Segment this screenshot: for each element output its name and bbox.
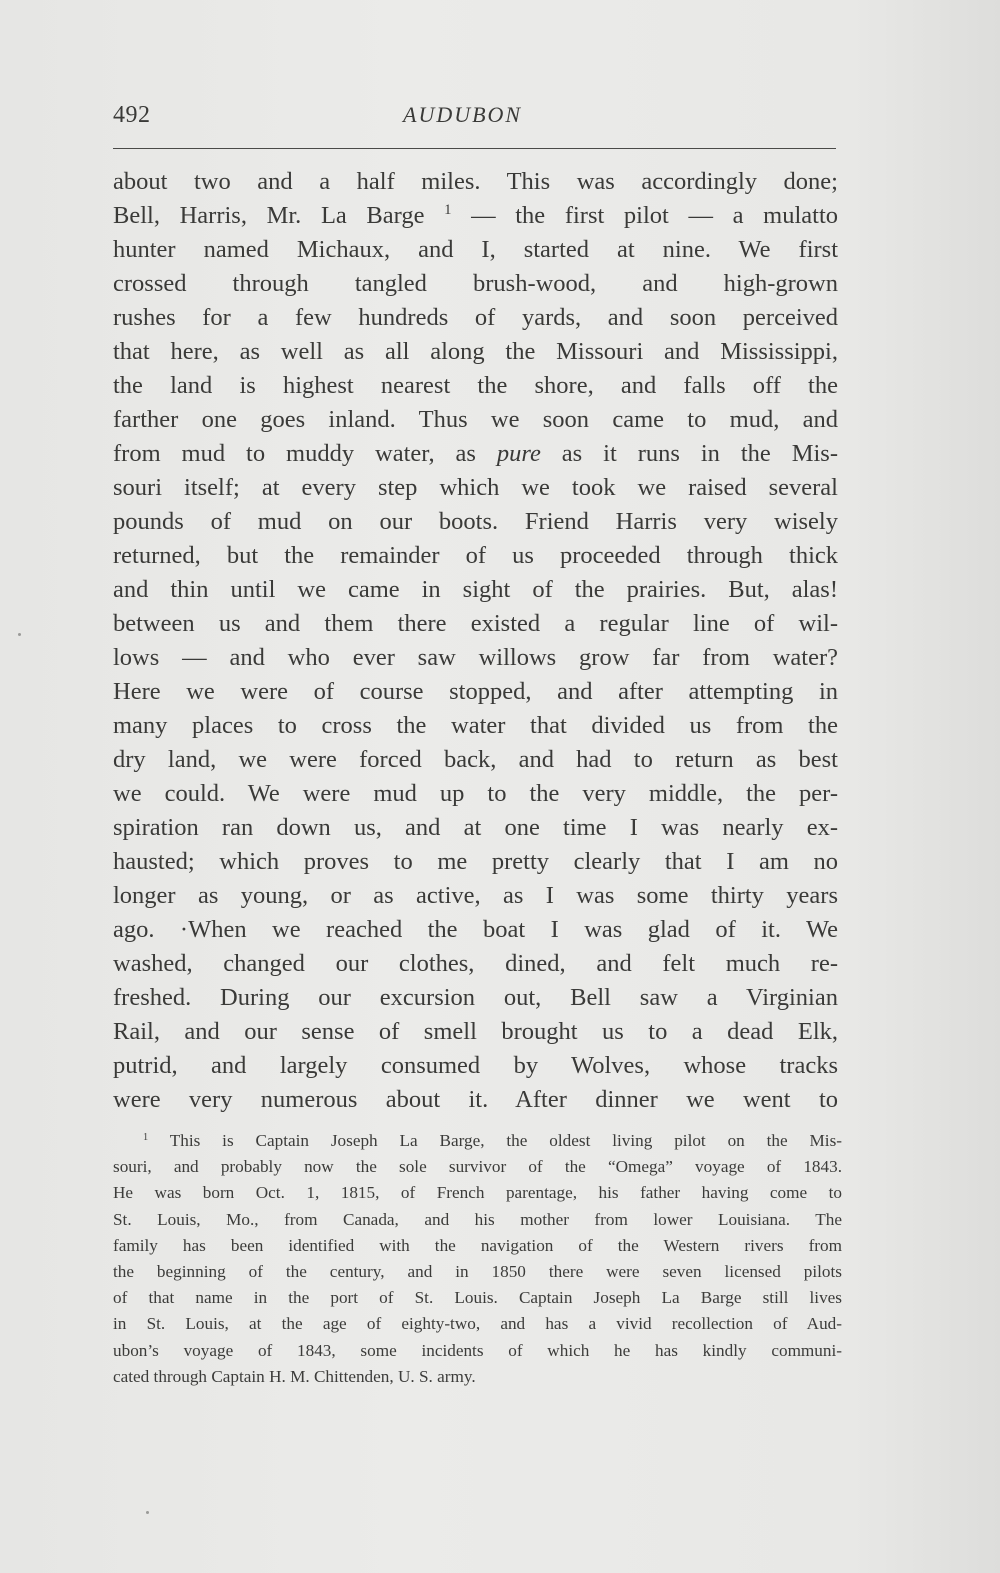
body-line: freshed. During our excursion out, Bell saw a Virginian: [113, 984, 838, 1011]
body-line: Here we were of course stopped, and after attempting in: [113, 678, 838, 705]
body-line: we could. We were mud up to the very middle, the per-: [113, 780, 838, 807]
line-text: from mud to muddy water, as: [113, 440, 497, 467]
body-line: the land is highest nearest the shore, and falls off the: [113, 372, 838, 399]
body-line: pounds of mud on our boots. Friend Harris very wisely: [113, 508, 838, 535]
footnote-text: This is Captain Joseph La Barge, the oldest living pilot on the Mis-: [169, 1131, 842, 1150]
body-line: were very numerous about it. After dinner we went to: [113, 1086, 838, 1113]
footnote-reference: 1: [444, 202, 452, 219]
body-line: rushes for a few hundreds of yards, and soon perceived: [113, 304, 838, 331]
header-rule: [113, 148, 836, 149]
body-line: lows — and who ever saw willows grow far from water?: [113, 644, 838, 671]
body-line: farther one goes inland. Thus we soon came to mud, and: [113, 406, 838, 433]
footnote-line: family has been identified with the navigation of the Western rivers from: [113, 1235, 842, 1255]
footnote-line: He was born Oct. 1, 1815, of French parentage, his father having come to: [113, 1183, 842, 1203]
body-line: between us and them there existed a regular line of wil-: [113, 610, 838, 637]
body-line: [113, 199, 838, 233]
footnote-line: the beginning of the century, and in 1850 there were seven licensed pilots: [113, 1261, 842, 1281]
page-header: [113, 100, 836, 136]
italic-word: pure: [496, 440, 541, 467]
body-line: ago. ·When we reached the boat I was glad of it. We: [113, 916, 838, 943]
body-line: longer as young, or as active, as I was some thirty years: [113, 882, 838, 909]
body-line: washed, changed our clothes, dined, and felt much re-: [113, 950, 838, 977]
body-line: crossed through tangled brush-wood, and high-grown: [113, 270, 838, 297]
body-text: [113, 165, 838, 1117]
footnote-line: of that name in the port of St. Louis. Captain Joseph La Barge still lives: [113, 1288, 842, 1308]
body-line: putrid, and largely consumed by Wolves, whose tracks: [113, 1052, 838, 1079]
body-line: and thin until we came in sight of the prairies. But, alas!: [113, 576, 838, 603]
footnote-marker: 1: [143, 1131, 149, 1143]
line-text: as it runs in the Mis-: [540, 440, 838, 467]
footnote-line: in St. Louis, at the age of eighty-two, and has a vivid recollection of Aud-: [113, 1314, 842, 1334]
footnote: [113, 1128, 842, 1390]
paper-speck: [146, 1511, 149, 1514]
body-line: Rail, and our sense of smell brought us to a dead Elk,: [113, 1018, 838, 1045]
line-text: Bell, Harris, Mr. La Barge: [113, 202, 445, 229]
body-line: dry land, we were forced back, and had to return as best: [113, 746, 838, 773]
footnote-line: St. Louis, Mo., from Canada, and his mother from lower Louisiana. The: [113, 1209, 842, 1229]
page-number: 492: [113, 102, 151, 128]
footnote-line: [113, 1128, 842, 1154]
body-line: hausted; which proves to me pretty clearly that I am no: [113, 848, 838, 875]
body-line: that here, as well as all along the Missouri and Mississippi,: [113, 338, 838, 365]
paper-speck: [18, 633, 21, 636]
footnote-line: ubon’s voyage of 1843, some incidents of which he has kindly communi-: [113, 1340, 842, 1360]
footnote-line: cated through Captain H. M. Chittenden, U. S. army.: [113, 1366, 476, 1386]
body-line: souri itself; at every step which we took we raised several: [113, 474, 838, 501]
body-line: hunter named Michaux, and I, started at nine. We first: [113, 236, 838, 263]
footnote-line: souri, and probably now the sole survivor of the “Omega” voyage of 1843.: [113, 1157, 842, 1177]
body-line: many places to cross the water that divided us from the: [113, 712, 838, 739]
running-head: AUDUBON: [403, 102, 523, 127]
body-line: about two and a half miles. This was accordingly done;: [113, 168, 838, 195]
line-text: — the first pilot — a mulatto: [451, 202, 838, 229]
body-line: returned, but the remainder of us proceeded through thick: [113, 542, 838, 569]
body-line: spiration ran down us, and at one time I was nearly ex-: [113, 814, 838, 841]
body-line: [113, 437, 838, 471]
